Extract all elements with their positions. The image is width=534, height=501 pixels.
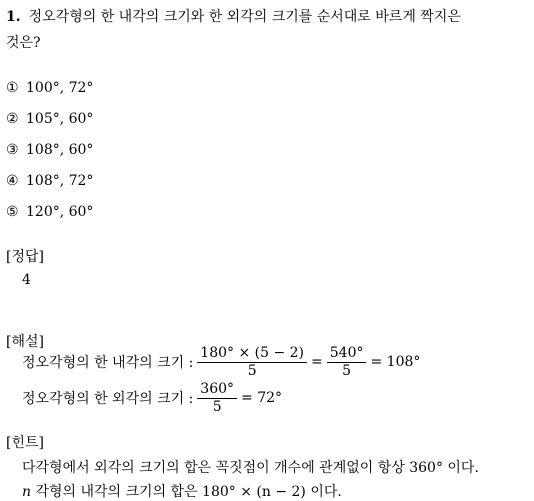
answer-label: [정답]: [6, 249, 44, 265]
question-line-2: 것은?: [6, 35, 41, 51]
choice-text: 100°, 72°: [26, 80, 94, 96]
hint-line-1: 다각형에서 외각의 크기의 합은 꼭짓점이 개수에 관계없이 항상 360° 이다.: [22, 460, 479, 476]
choice-mark: ①: [6, 80, 19, 96]
choice-3[interactable]: [6, 142, 93, 158]
choice-mark: ④: [6, 173, 19, 189]
choice-text: 108°, 72°: [26, 173, 94, 189]
fraction-denominator: 5: [342, 362, 352, 379]
fraction-denominator: 5: [212, 398, 222, 415]
hint-label: [힌트]: [6, 435, 44, 451]
choice-text: 120°, 60°: [26, 204, 94, 220]
choice-mark: ⑤: [6, 204, 19, 220]
question-number: 1.: [6, 9, 21, 25]
hint-line-2-text: 각형의 내각의 크기의 합은 180° × (n − 2) 이다.: [31, 484, 342, 500]
question-line-1: [6, 6, 461, 26]
choice-mark: ②: [6, 111, 19, 127]
choice-2[interactable]: [6, 111, 93, 127]
explanation-line-2: [22, 382, 282, 414]
variable-n: n: [22, 484, 32, 500]
choice-4[interactable]: [6, 173, 93, 189]
fraction-numerator: 360°: [197, 382, 237, 399]
explanation-prefix: 정오각형의 한 내각의 크기 :: [22, 355, 194, 372]
explanation-line-1: [22, 346, 420, 378]
explanation-result: = 108°: [370, 354, 421, 371]
explanation-label: [해설]: [6, 334, 44, 350]
question-text: 정오각형의 한 내각의 크기와 한 외각의 크기를 순서대로 바르게 짝지은: [28, 9, 461, 25]
choice-1[interactable]: [6, 80, 93, 96]
explanation-prefix: 정오각형의 한 외각의 크기 :: [22, 391, 194, 408]
choice-mark: ③: [6, 142, 19, 158]
choice-text: 108°, 60°: [26, 142, 94, 158]
answer-value: 4: [22, 272, 31, 288]
explanation-result: = 72°: [241, 390, 283, 407]
fraction: [327, 346, 367, 378]
fraction-numerator: 180° × (5 − 2): [197, 346, 307, 363]
fraction-numerator: 540°: [327, 346, 367, 363]
hint-line-2: [22, 481, 342, 501]
choice-text: 105°, 60°: [26, 111, 94, 127]
choice-5[interactable]: [6, 204, 93, 220]
fraction: [197, 382, 237, 414]
fraction: [197, 346, 307, 378]
equals-sign: =: [311, 354, 323, 371]
fraction-denominator: 5: [247, 362, 257, 379]
